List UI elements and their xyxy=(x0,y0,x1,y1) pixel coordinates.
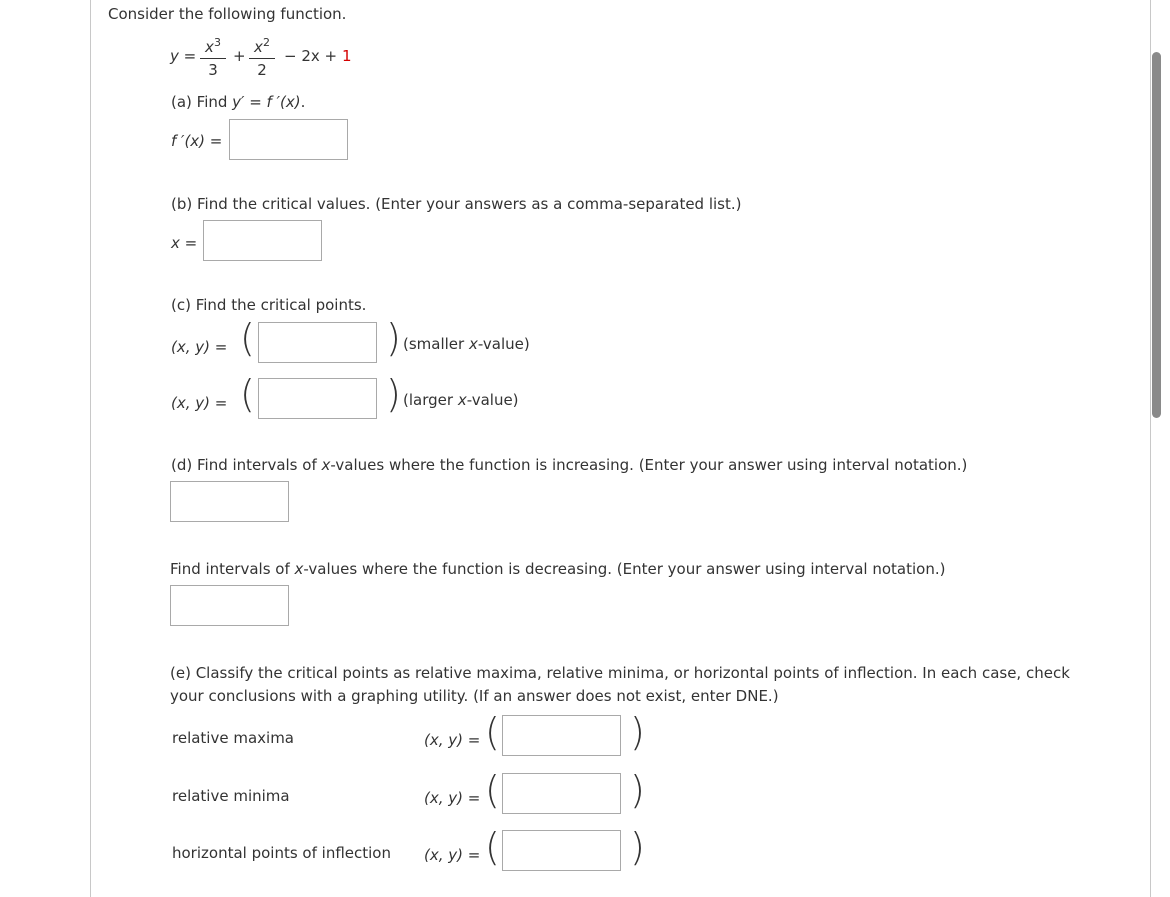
smaller-x-note: (smaller x-value) xyxy=(403,335,530,353)
part-e-prompt-line1: (e) Classify the critical points as relative maxima, relative minima, or horizontal points of inflection. In each case, check xyxy=(170,664,1070,682)
close-paren-icon: ) xyxy=(386,372,401,416)
relative-maxima-input[interactable] xyxy=(502,715,621,756)
pair-label: (x, y) = xyxy=(424,731,481,749)
intro-text: Consider the following function. xyxy=(108,5,347,23)
open-paren-icon: ( xyxy=(485,768,500,812)
equation-constant: 1 xyxy=(342,47,352,65)
right-border xyxy=(1150,0,1151,897)
part-c-label-1: (x, y) = xyxy=(171,338,228,356)
equation-lhs: y = xyxy=(170,47,197,65)
close-paren-icon: ) xyxy=(386,316,401,360)
open-paren-icon: ( xyxy=(240,316,255,360)
part-c-prompt: (c) Find the critical points. xyxy=(171,296,367,314)
part-d-decreasing-prompt: Find intervals of x-values where the function is decreasing. (Enter your answer using interval notation.) xyxy=(170,560,946,578)
pair-label: (x, y) = xyxy=(424,846,481,864)
relative-maxima-label: relative maxima xyxy=(172,729,294,747)
equation-rest: − 2x + xyxy=(284,47,338,65)
relative-minima-input[interactable] xyxy=(502,773,621,814)
horizontal-inflection-input[interactable] xyxy=(502,830,621,871)
derivative-input[interactable] xyxy=(229,119,348,160)
part-b-prompt: (b) Find the critical values. (Enter your answers as a comma-separated list.) xyxy=(171,195,742,213)
part-a-prompt: (a) Find y′ = f ′(x). xyxy=(171,93,306,111)
fraction-x3-over-3: $x^3$ 3 xyxy=(200,36,226,79)
pair-label: (x, y) = xyxy=(424,789,481,807)
open-paren-icon: ( xyxy=(485,825,500,869)
left-border xyxy=(90,0,91,897)
increasing-interval-input[interactable] xyxy=(170,481,289,522)
close-paren-icon: ) xyxy=(630,768,645,812)
part-a-label: f ′(x) = xyxy=(171,132,223,150)
relative-minima-label: relative minima xyxy=(172,787,290,805)
part-d-increasing-prompt: (d) Find intervals of x-values where the function is increasing. (Enter your answer using interval notation.) xyxy=(171,456,968,474)
close-paren-icon: ) xyxy=(630,710,645,754)
part-b-label: x = xyxy=(171,234,198,252)
critical-values-input[interactable] xyxy=(203,220,322,261)
open-paren-icon: ( xyxy=(485,710,500,754)
part-e-prompt-line2: your conclusions with a graphing utility. (If an answer does not exist, enter DNE.) xyxy=(170,687,779,705)
critical-point-larger-input[interactable] xyxy=(258,378,377,419)
part-c-label-2: (x, y) = xyxy=(171,394,228,412)
decreasing-interval-input[interactable] xyxy=(170,585,289,626)
scrollbar-thumb[interactable] xyxy=(1152,52,1161,418)
critical-point-smaller-input[interactable] xyxy=(258,322,377,363)
open-paren-icon: ( xyxy=(240,372,255,416)
larger-x-note: (larger x-value) xyxy=(403,391,519,409)
fraction-x2-over-2: $x^2$ 2 xyxy=(249,36,275,79)
horizontal-inflection-label: horizontal points of inflection xyxy=(172,844,391,862)
equation-plus: + xyxy=(233,47,246,65)
close-paren-icon: ) xyxy=(630,825,645,869)
